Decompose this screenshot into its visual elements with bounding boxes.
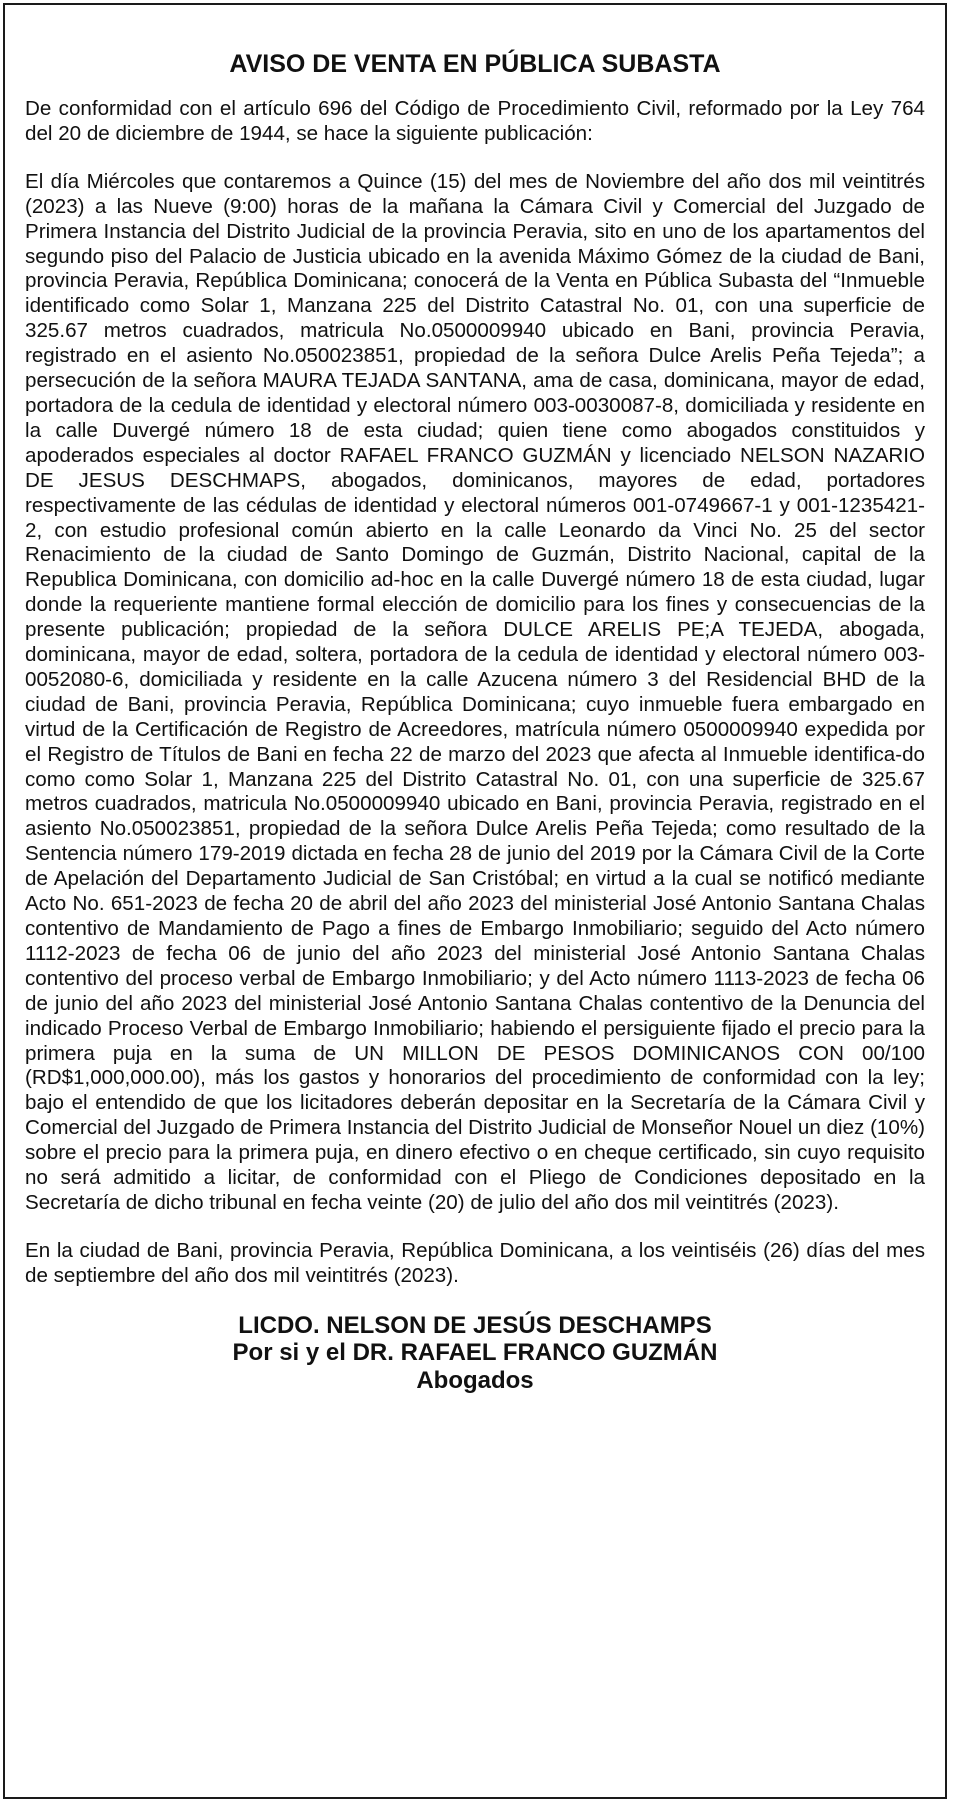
signature-cosigner: Por si y el DR. RAFAEL FRANCO GUZMÁN xyxy=(232,1339,718,1367)
notice-title: AVISO DE VENTA EN PÚBLICA SUBASTA xyxy=(229,50,721,78)
notice-border xyxy=(3,3,947,1799)
signature-role: Abogados xyxy=(416,1366,534,1394)
signature-name: LICDO. NELSON DE JESÚS DESCHAMPS xyxy=(238,1311,712,1339)
body-paragraph: El día Miércoles que contaremos a Quince (15) del mes de Noviembre del año dos mil veintitrés (2023) a las Nueve (9:00) horas de la mañana la Cámara Civil y Comercial del Juzgado de Primera Instancia del Distrito Judicial de la provincia Peravia, sito en uno de los apartamentos del segundo piso del Palacio de Justicia ubicado en la avenida Máximo Gómez de la ciudad de Bani, provincia Peravia, República Dominicana; conocerá de la Venta en Pública Subasta del “Inmueble identificado como Solar 1, Manzana 225 del Distrito Catastral No. 01, con una superficie de 325.67 metros cuadrados, matricula No.0500009940 ubicado en Bani, provincia Peravia, registrado en el asiento No.050023851, propiedad de la señora Dulce Arelis Peña Tejeda”; a persecución de la señora MAURA TEJADA SANTANA, ama de casa, dominicana, mayor de edad, portadora de la cedula de identidad y electoral número 003-0030087-8, domiciliada y residente en la calle Duvergé número 18 de esta ciudad; quien tiene como abogados constituidos y apoderados especiales al doctor RAFAEL FRANCO GUZMÁN y licenciado NELSON NAZARIO DE JESUS DESCHMAPS, abogados, dominicanos, mayores de edad, portadores respectivamente de las cédulas de identidad y electoral números 001-0749667-1 y 001-1235421-2, con estudio profesional común abierto en la calle Leonardo da Vinci No. 25 del sector Renacimiento de la ciudad de Santo Domingo de Guzmán, Distrito Nacional, capital de la Republica Dominicana, con domicilio ad-hoc en la calle Duvergé número 18 de esta ciudad, lugar donde la requeriente mantiene formal elección de domicilio para los fines y consecuencias de la presente publicación; propiedad de la señora DULCE ARELIS PE;A TEJEDA, abogada, dominicana, mayor de edad, soltera, portadora de la cedula de identidad y electoral número 003-0052080-6, domiciliada y residente en la calle Azucena número 3 del Residencial BHD de la ciudad de Bani, provincia Peravia, República Dominicana; cuyo inmueble fuera embargado en virtud de la Certificación de Registro de Acreedores, matrícula número 0500009940 expedida por el Registro de Títulos de Bani en fecha 22 de marzo del 2023 que afecta al Inmueble identifica-do como como Solar 1, Manzana 225 del Distrito Catastral No. 01, con una superficie de 325.67 metros cuadrados, matricula No.0500009940 ubicado en Bani, provincia Peravia, registrado en el asiento No.050023851, propiedad de la señora Dulce Arelis Peña Tejeda; como resultado de la Sentencia número 179-2019 dictada en fecha 28 de junio del 2019 por la Cámara Civil de la Corte de Apelación del Departamento Judicial de San Cristóbal; en virtud a la cual se notificó mediante Acto No. 651-2023 de fecha 20 de abril del año 2023 del ministerial José Antonio Santana Chalas contentivo de Mandamiento de Pago a fines de Embargo Inmobiliario; seguido del Acto número 1112-2023 de fecha 06 de junio del año 2023 del ministerial José Antonio Santana Chalas contentivo del proceso verbal de Embargo Inmobiliario; y del Acto número 1113-2023 de fecha 06 de junio del año 2023 del ministerial José Antonio Santana Chalas contentivo de la Denuncia del indicado Proceso Verbal de Embargo Inmobiliario; habiendo el persiguiente fijado el precio para la primera puja en la suma de UN MILLON DE PESOS DOMINICANOS CON 00/100 (RD$1,000,000.00), más los gastos y honorarios del procedimiento de conformidad con la ley; bajo el entendido de que los licitadores deberán depositar en la Secretaría de la Cámara Civil y Comercial del Juzgado de Primera Instancia del Distrito Judicial de Monseñor Nouel un diez (10%) sobre el precio para la primera puja, en dinero efectivo o en cheque certificado, sin cuyo requisito no será admitido a licitar, de conformidad con el Pliego de Condiciones depositado en la Secretaría de dicho tribunal en fecha veinte (20) de julio del año dos mil veintitrés (2023). xyxy=(25,169,925,1214)
intro-paragraph: De conformidad con el artículo 696 del Código de Procedimiento Civil, reformado por la Ley 764 del 20 de diciembre de 1944, se hace la siguiente publicación: xyxy=(25,97,925,145)
closing-paragraph: En la ciudad de Bani, provincia Peravia, República Dominicana, a los veintiséis (26) días del mes de septiembre del año dos mil veintitrés (2023). xyxy=(25,1238,925,1287)
signature-block xyxy=(25,1312,925,1395)
notice-content xyxy=(25,49,925,1394)
